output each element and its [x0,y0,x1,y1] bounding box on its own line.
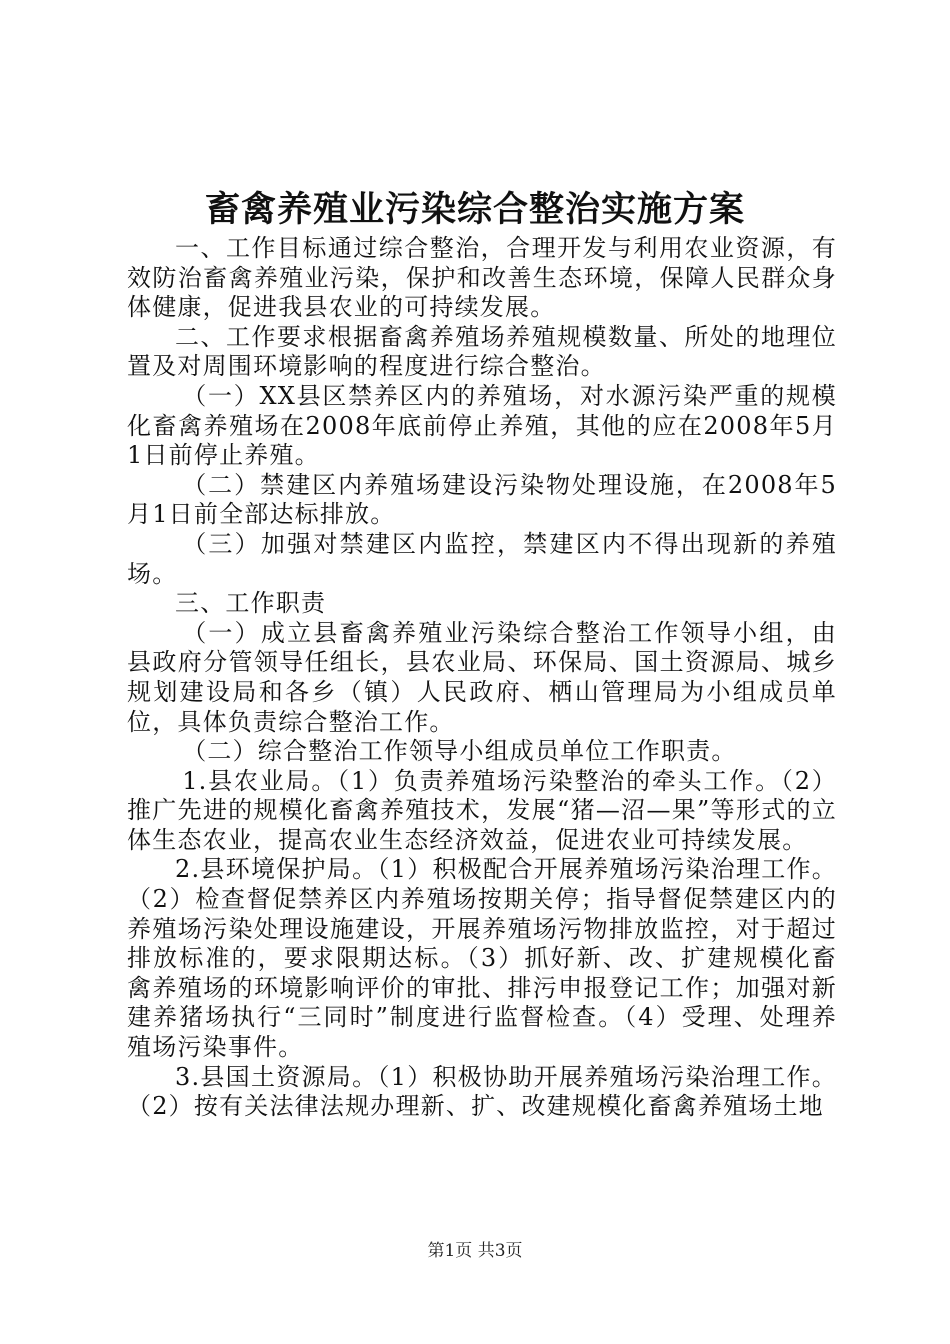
paragraph-responsibility-2: （二）综合整治工作领导小组成员单位工作职责。 [182,737,737,766]
paragraph-land-resources-bureau: 3.县国土资源局。（1）积极协助开展养殖场污染治理工作。（2）按有关法律法规办理新、扩、改建规模化畜禽养殖场土地 [127,1062,837,1121]
paragraph-work-requirements: 二、工作要求根据畜禽养殖场养殖规模数量、所处的地理位置及对周围环境影响的程度进行综合整治。 [127,322,837,381]
paragraph-work-goal: 一、工作目标通过综合整治，合理开发与利用农业资源，有效防治畜禽养殖业污染，保护和改善生态环境，保障人民群众身体健康，促进我县农业的可持续发展。 [127,234,837,322]
paragraph-environment-bureau: 2.县环境保护局。（1）积极配合开展养殖场污染治理工作。（2）检查督促禁养区内养殖场按期关停；指导督促禁建区内的养殖场污染处理设施建设，开展养殖场污物排放监控，对于超过排放标准的，要求限期达标。（3）抓好新、改、扩建规模化畜禽养殖场的环境影响评价的审批、排污申报登记工作；加强对新建养猪场执行“三同时”制度进行监督检查。（4）受理、处理养殖场污染事件。 [127,855,837,1062]
paragraph-section-responsibilities: 三、工作职责 [175,589,327,618]
paragraph-requirement-1: （一）XX县区禁养区内的养殖场，对水源污染严重的规模化畜禽养殖场在2008年底前停止养殖，其他的应在2008年5月1日前停止养殖。 [127,381,837,470]
paragraph-responsibility-1: （一）成立县畜禽养殖业污染综合整治工作领导小组，由县政府分管领导任组长，县农业局、环保局、国土资源局、城乡规划建设局和各乡（镇）人民政府、栖山管理局为小组成员单位，具体负责综合整治工作。 [127,618,837,736]
paragraph-agriculture-bureau: 1.县农业局。（1）负责养殖场污染整治的牵头工作。（2）推广先进的规模化畜禽养殖技术，发展“猪—沼—果”等形式的立体生态农业，提高农业生态经济效益，促进农业可持续发展。 [127,766,837,854]
paragraph-requirement-3: （三）加强对禁建区内监控，禁建区内不得出现新的养殖场。 [127,529,837,588]
document-title: 畜禽养殖业污染综合整治实施方案 [204,189,745,230]
paragraph-requirement-2: （二）禁建区内养殖场建设污染物处理设施，在2008年5月1日前全部达标排放。 [127,470,837,529]
page-footer: 第1页 共3页 [427,1241,523,1261]
document-body [127,234,837,1122]
